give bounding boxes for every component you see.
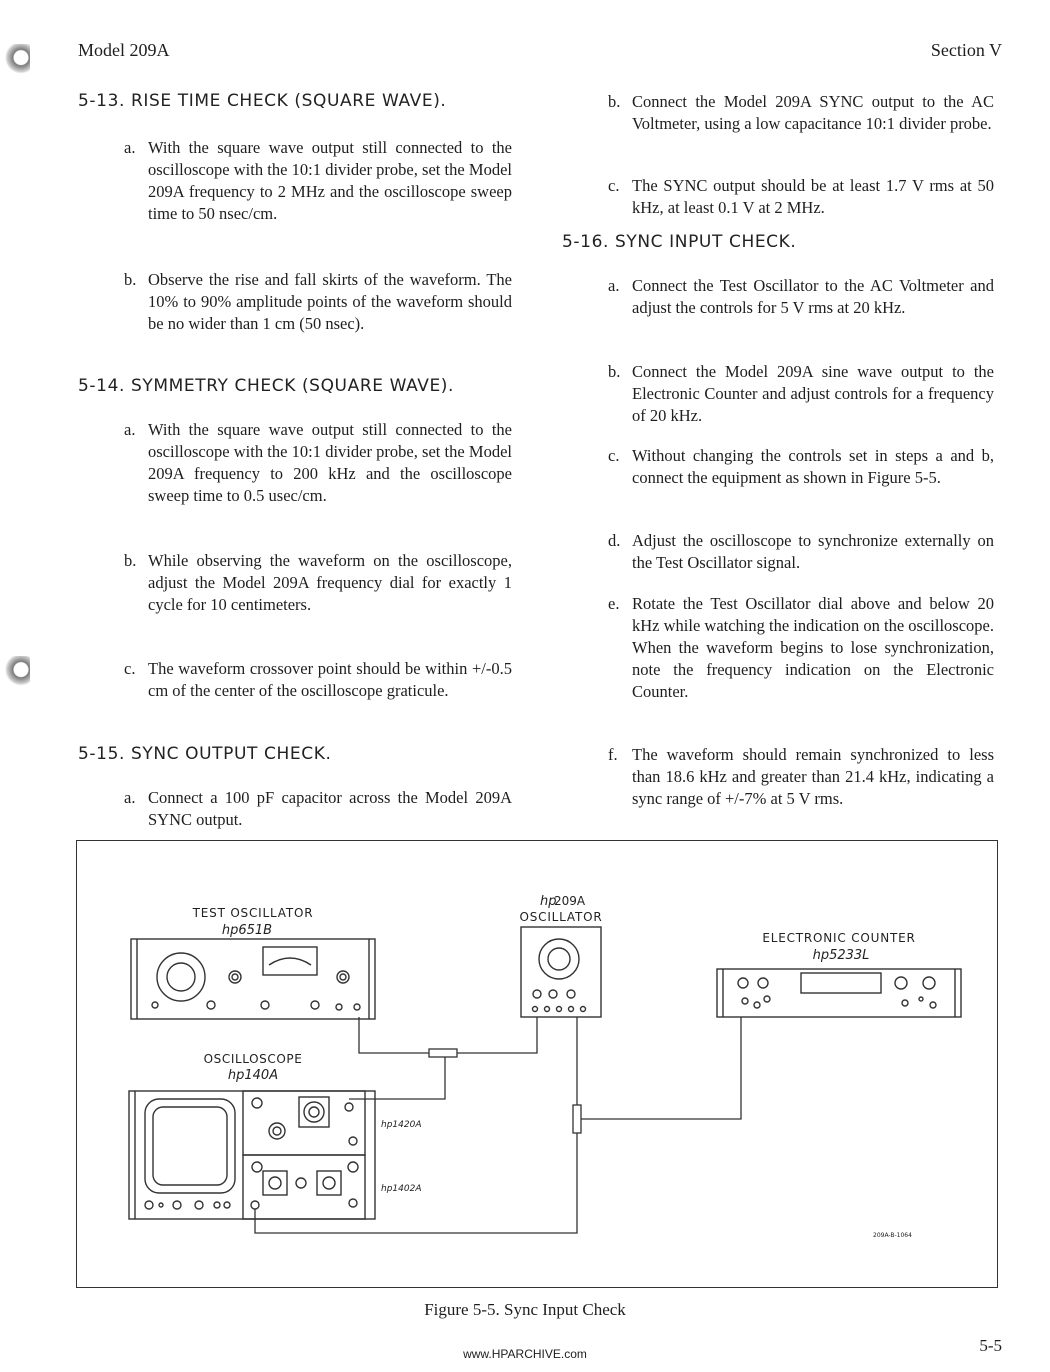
section-title-5-13: 5-13. RISE TIME CHECK (SQUARE WAVE). [78,91,447,111]
step-5-14-a: a. With the square wave output still connected to the oscilloscope with the 10:1 divider probe, set the Model 209A frequency to 200 kHz and the oscilloscope sweep time to 0.5 usec/cm. [124,420,512,505]
binder-hole-mark [0,656,30,690]
label-oscilloscope-model: hp140A [227,1068,279,1083]
label-electronic-counter: ELECTRONIC COUNTER [762,931,916,945]
test-oscillator-unit [131,939,375,1019]
step-5-16-a: a. Connect the Test Oscillator to the AC Voltmeter and adjust the controls for 5 V rms at 20 kHz. [608,276,994,317]
label-test-oscillator-model: hp651B [221,923,273,938]
header-section: Section V [930,40,1002,60]
step-5-16-b: b. Connect the Model 209A sine wave output to the Electronic Counter and adjust controls for a frequency of 20 kHz. [608,362,994,425]
label-test-oscillator: TEST OSCILLATOR [192,906,314,920]
step-5-16-e: e. Rotate the Test Oscillator dial above and below 20 kHz while watching the indication on the oscilloscope. When the waveform begins to lose synchronization, note the frequency indication on the Electronic Counter. [608,594,994,701]
step-5-15-a: a. Connect a 100 pF capacitor across the Model 209A SYNC output. [124,788,512,829]
oscillator-209a-unit [521,927,601,1017]
step-5-14-b: b. While observing the waveform on the oscilloscope, adjust the Model 209A frequency dial for exactly 1 cycle for 10 centimeters. [124,551,512,614]
figure-caption: Figure 5-5. Sync Input Check [424,1300,626,1319]
label-209a-oscillator: OSCILLATOR [519,910,603,924]
oscilloscope-unit [129,1091,375,1219]
header-model: Model 209A [78,40,170,60]
label-oscilloscope: OSCILLOSCOPE [203,1052,303,1066]
drawing-number: 209A-B-1064 [873,1232,912,1239]
step-5-14-c: c. The waveform crossover point should be within +/-0.5 cm of the center of the oscilloscope graticule. [124,659,512,700]
step-5-13-a: a. With the square wave output still connected to the oscilloscope with the 10:1 divider probe, set the Model 209A frequency to 2 MHz and the oscilloscope sweep time to 50 nsec/cm. [124,138,512,223]
step-5-16-c: c. Without changing the controls set in steps a and b, connect the equipment as shown in Figure 5-5. [608,446,994,487]
connection-diagram [77,841,999,1289]
step-5-15-b: b. Connect the Model 209A SYNC output to the AC Voltmeter, using a low capacitance 10:1 divider probe. [608,92,994,133]
section-title-5-14: 5-14. SYMMETRY CHECK (SQUARE WAVE). [78,376,455,396]
electronic-counter-unit [717,969,961,1017]
label-plugin-1402a: hp1402A [381,1184,422,1194]
binder-hole-mark [0,44,30,78]
label-plugin-1420a: hp1420A [381,1120,422,1130]
figure-5-5 [76,840,998,1288]
connection-cables [255,1017,741,1233]
step-5-16-f: f. The waveform should remain synchronized to less than 18.6 kHz and greater than 21.4 kHz, indicating a sync range of +/-7% at 5 V rms. [608,745,994,808]
section-title-5-15: 5-15. SYNC OUTPUT CHECK. [78,744,332,764]
step-5-16-d: d. Adjust the oscilloscope to synchronize externally on the Test Oscillator signal. [608,531,994,572]
step-5-15-c: c. The SYNC output should be at least 1.7 V rms at 50 kHz, at least 0.1 V at 2 MHz. [608,176,994,217]
section-title-5-16: 5-16. SYNC INPUT CHECK. [562,232,797,252]
label-counter-model: hp5233L [812,948,870,963]
footer-url[interactable]: www.HPARCHIVE.com [463,1347,587,1361]
label-209a-brand: hp [540,894,557,909]
label-209a-model: 209A [554,894,586,908]
step-5-13-b: b. Observe the rise and fall skirts of the waveform. The 10% to 90% amplitude points of the waveform should be no wider than 1 cm (50 nsec). [124,270,512,333]
page-number: 5-5 [979,1336,1002,1355]
